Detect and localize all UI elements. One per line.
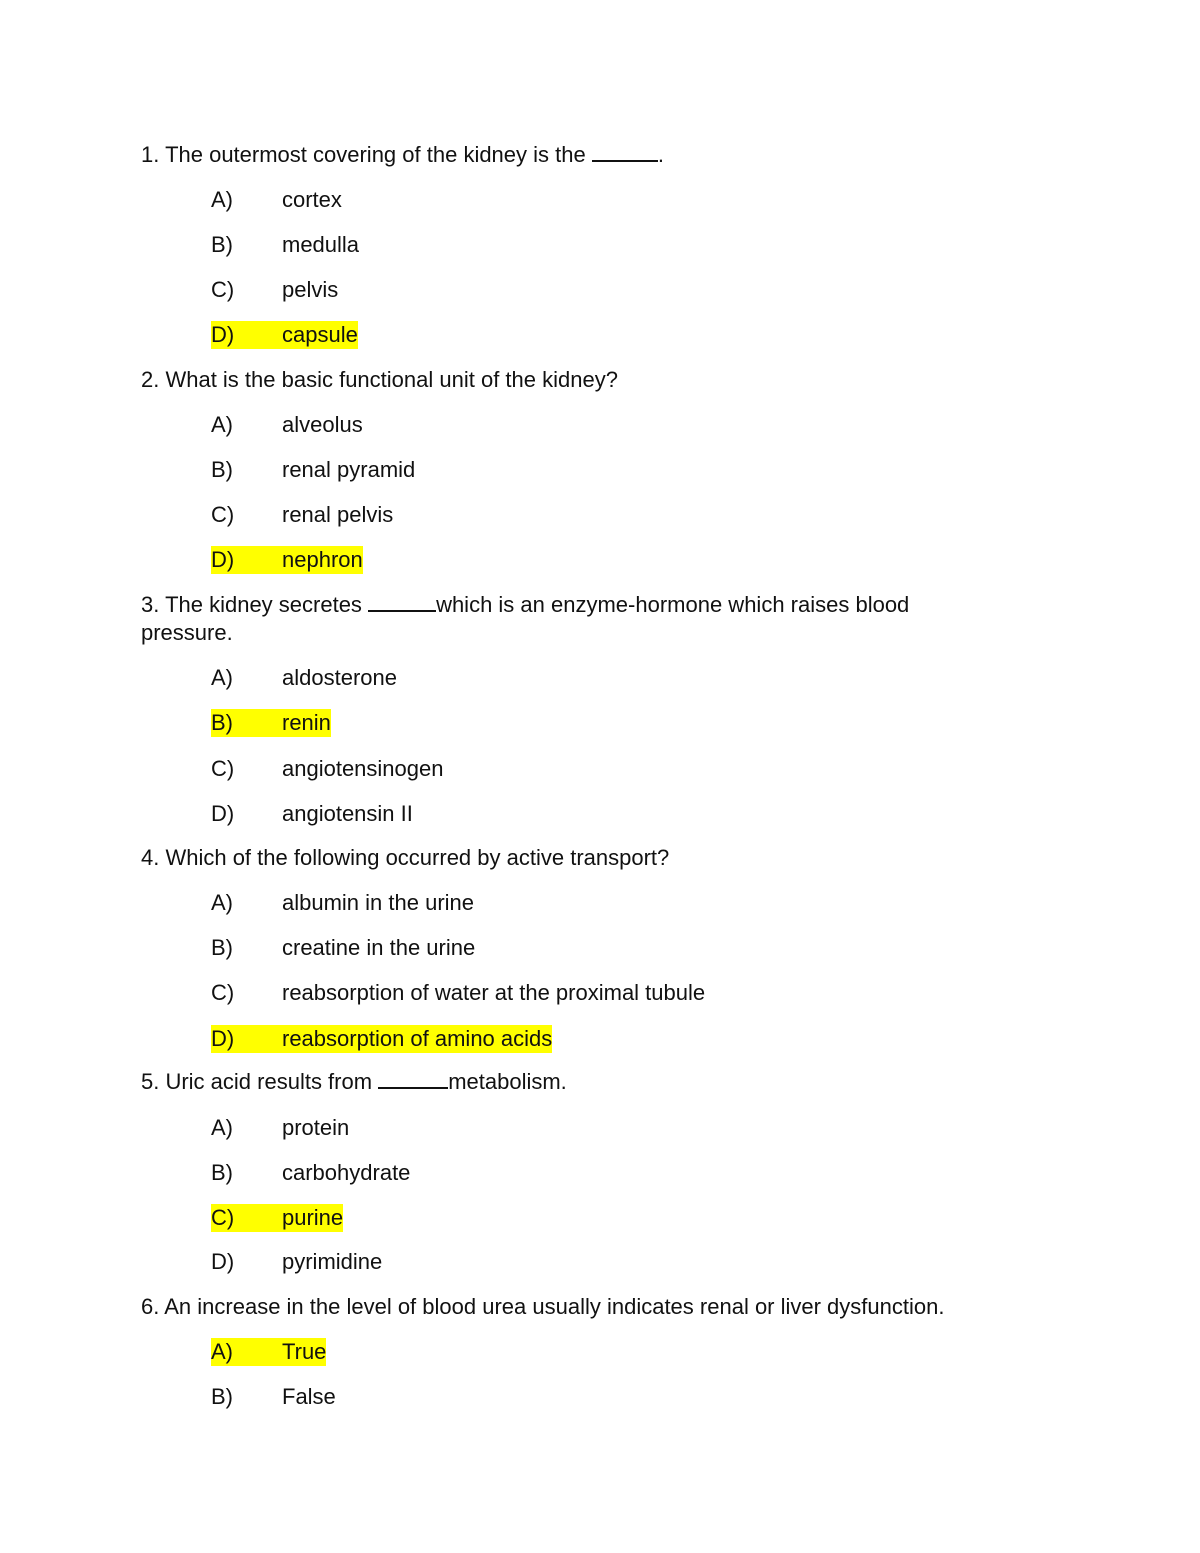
option-text: angiotensin II <box>282 801 413 826</box>
option-4a <box>211 889 474 917</box>
option-letter: D) <box>211 547 235 572</box>
blank-line <box>378 1069 448 1089</box>
option-text: carbohydrate <box>282 1160 411 1185</box>
option-letter: B) <box>211 457 233 482</box>
question-2-text: 2. What is the basic functional unit of the kidney? <box>141 367 618 392</box>
option-text: False <box>282 1384 336 1409</box>
option-text: nephron <box>282 547 363 572</box>
option-text: renin <box>282 710 331 735</box>
question-3-text: 3. The kidney secretes <box>141 592 362 617</box>
question-6-text: 6. An increase in the level of blood urea usually indicates renal or liver dysfunction. <box>141 1294 945 1319</box>
option-letter: C) <box>211 1205 235 1230</box>
option-letter: A) <box>211 665 233 690</box>
option-text: renal pelvis <box>282 502 394 527</box>
option-letter: D) <box>211 1249 235 1274</box>
option-letter: D) <box>211 322 235 347</box>
option-3b-correct <box>211 709 331 737</box>
option-letter: C) <box>211 756 235 781</box>
option-text: purine <box>282 1205 344 1230</box>
option-letter: B) <box>211 710 233 735</box>
question-6 <box>141 1293 944 1321</box>
option-1a <box>211 186 342 214</box>
option-letter: A) <box>211 1115 233 1140</box>
question-1 <box>141 141 664 169</box>
question-1-suffix: . <box>657 142 664 167</box>
option-5c-correct <box>211 1204 343 1232</box>
blank-line <box>368 592 436 612</box>
option-5b <box>211 1159 410 1187</box>
option-text: pyrimidine <box>282 1249 383 1274</box>
option-letter: B) <box>211 1160 233 1185</box>
option-2c <box>211 501 393 529</box>
question-5 <box>141 1068 567 1096</box>
option-6a-correct <box>211 1338 326 1366</box>
question-1-text: 1. The outermost covering of the kidney is the <box>141 142 586 167</box>
question-5-suffix: metabolism. <box>448 1069 567 1094</box>
question-4 <box>141 844 669 872</box>
option-letter: B) <box>211 1384 233 1409</box>
option-1d-correct <box>211 321 358 349</box>
option-text: True <box>282 1339 327 1364</box>
option-text: capsule <box>282 322 358 347</box>
option-3a <box>211 664 397 692</box>
option-text: cortex <box>282 187 342 212</box>
option-1b <box>211 231 359 259</box>
option-4d-correct <box>211 1025 552 1053</box>
question-3 <box>141 591 1001 647</box>
option-letter: C) <box>211 277 235 302</box>
option-text: renal pyramid <box>282 457 416 482</box>
option-2d-correct <box>211 546 363 574</box>
option-5d <box>211 1248 382 1276</box>
option-1c <box>211 276 338 304</box>
option-letter: B) <box>211 935 233 960</box>
option-4b <box>211 934 475 962</box>
option-text: protein <box>282 1115 350 1140</box>
option-letter: A) <box>211 890 233 915</box>
option-text: reabsorption of amino acids <box>282 1026 553 1051</box>
option-letter: C) <box>211 502 235 527</box>
option-letter: A) <box>211 1339 233 1364</box>
question-2 <box>141 366 618 394</box>
option-letter: D) <box>211 801 235 826</box>
blank-line <box>592 142 658 162</box>
option-6b <box>211 1383 336 1411</box>
option-3d <box>211 800 413 828</box>
question-3-suffix: which is an enzyme-hormone which raises blood pressure. <box>141 592 910 645</box>
option-4c <box>211 979 705 1007</box>
option-text: angiotensinogen <box>282 756 444 781</box>
option-letter: C) <box>211 980 235 1005</box>
option-text: aldosterone <box>282 665 397 690</box>
question-5-text: 5. Uric acid results from <box>141 1069 373 1094</box>
option-letter: A) <box>211 412 233 437</box>
option-text: creatine in the urine <box>282 935 476 960</box>
option-text: albumin in the urine <box>282 890 475 915</box>
option-text: pelvis <box>282 277 339 302</box>
option-letter: D) <box>211 1026 235 1051</box>
option-letter: A) <box>211 187 233 212</box>
option-letter: B) <box>211 232 233 257</box>
option-5a <box>211 1114 349 1142</box>
question-4-text: 4. Which of the following occurred by active transport? <box>141 845 670 870</box>
option-text: medulla <box>282 232 360 257</box>
option-text: reabsorption of water at the proximal tubule <box>282 980 706 1005</box>
option-3c <box>211 755 443 783</box>
option-text: alveolus <box>282 412 363 437</box>
option-2a <box>211 411 363 439</box>
option-2b <box>211 456 415 484</box>
